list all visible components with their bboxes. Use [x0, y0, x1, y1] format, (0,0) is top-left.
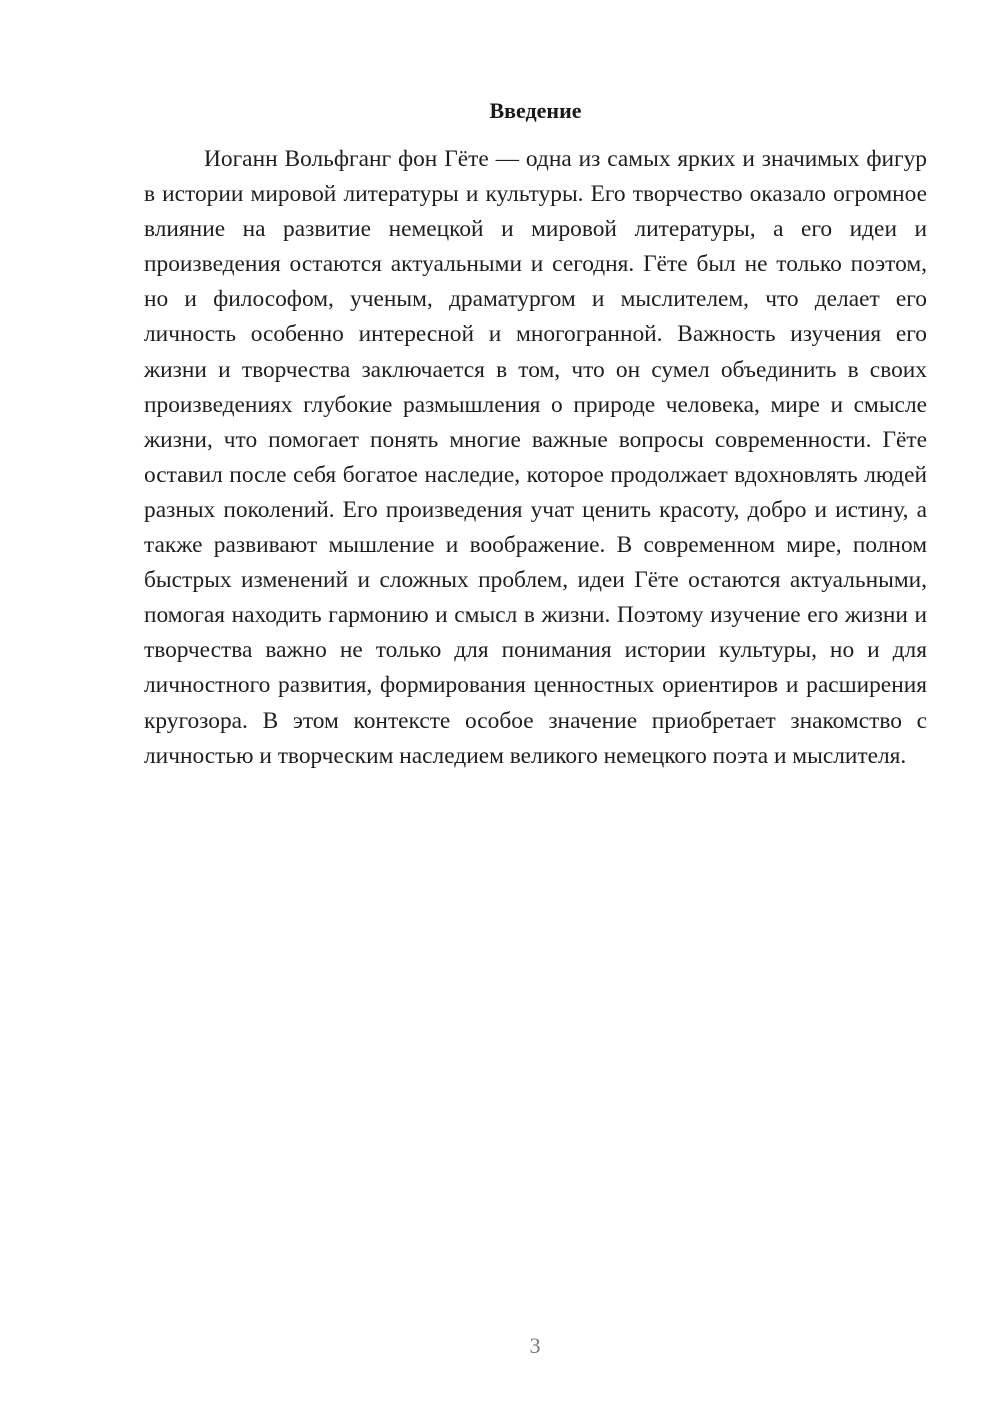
page-number: 3	[529, 1333, 541, 1358]
section-heading: Введение	[489, 98, 582, 123]
introduction-paragraph: Иоганн Вольфганг фон Гёте — одна из самых ярких и значимых фигур в истории мировой литературы и культуры. Его творчество оказало огромное влияние на развитие немецкой и мировой литературы, а его идеи и произведения остаются актуальными и сегодня. Гёте был не только поэтом, но и философом, ученым, драматургом и мыслителем, что делает его личность особенно интересной и многогранной. Важность изучения его жизни и творчества заключается в том, что он сумел объединить в своих произведениях глубокие размышления о природе человека, мире и смысле жизни, что помогает понять многие важные вопросы современности. Гёте оставил после себя богатое наследие, которое продолжает вдохновлять людей разных поколений. Его произведения учат ценить красоту, добро и истину, а также развивают мышление и воображение. В современном мире, полном быстрых изменений и сложных проблем, идеи Гёте остаются актуальными, помогая находить гармонию и смысл в жизни. Поэтому изучение его жизни и творчества важно не только для понимания истории культуры, но и для личностного развития, формирования ценностных ориентиров и расширения кругозора. В этом контексте особое значение приобретает знакомство с личностью и творческим наследием великого немецкого поэта и мыслителя.	[144, 146, 927, 769]
